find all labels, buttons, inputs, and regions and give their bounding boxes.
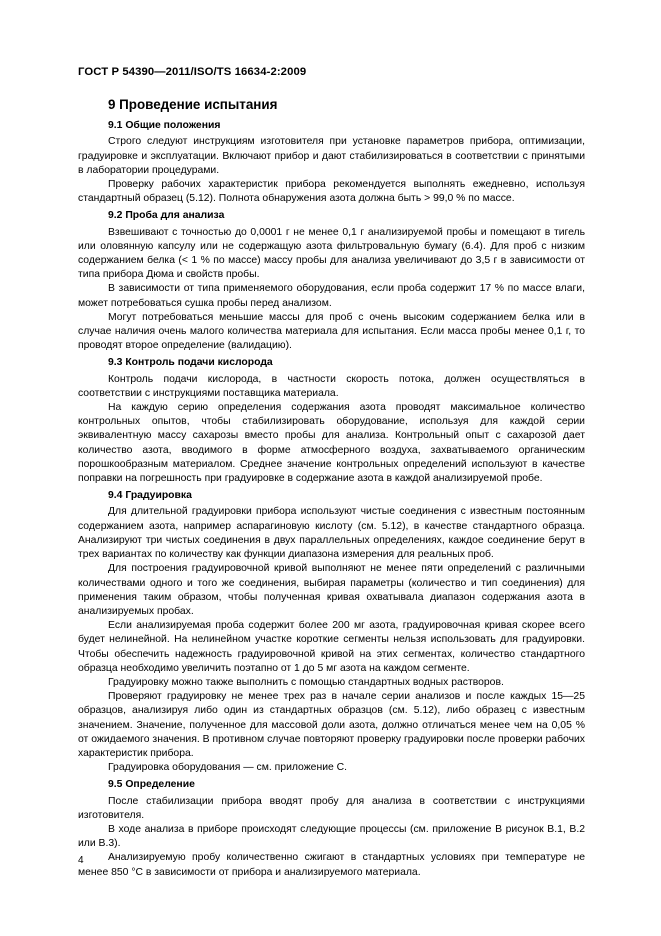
paragraph: Анализируемую пробу количественно сжигают в стандартных условиях при температуре не менее 850 °С в зависимости от прибора и анализируемого материала. bbox=[78, 852, 585, 878]
paragraph: Для длительной градуировки прибора используют чистые соединения с известным постоянным содержанием азота, например аспарагиновую кислоту (см. 5.12), в качестве стандартного образца. Анализируют три чистых соединения в двух параллельных определениях, каждое соединение берут в трех вариантах по количеству как функции диапазона измерения для реальных проб. bbox=[78, 506, 585, 561]
subsection-title-9-4: 9.4 Градуировка bbox=[108, 490, 192, 502]
paragraph: Проверяют градуировку не менее трех раз в начале серии анализов и после каждых 15—25 образцов, анализируя либо один из стандартных образцов (см. 5.12), либо образец с известным значением. Значение, полученное для массовой доли азота, должно отличаться менее чем на 0,05 % от ожидаемого значения. В противном случае повторяют проверку градуировки после проверки рабочих характеристик прибора. bbox=[78, 691, 585, 759]
paragraph: Проверку рабочих характеристик прибора рекомендуется выполнять ежедневно, используя стандартный образец (5.12). Полнота обнаружения азота должна быть > 99,0 % по массе. bbox=[78, 179, 585, 205]
paragraph: Градуировку можно также выполнить с помощью стандартных водных растворов. bbox=[108, 676, 504, 688]
paragraph: Взвешивают с точностью до 0,0001 г не менее 0,1 г анализируемой пробы и помещают в тигель или оловянную капсулу или не содержащую азота фильтровальную бумагу (6.4). Для проб с низким содержанием белка (< 1 % по массе) массу пробы для анализа увеличивают до 3,5 г в зависимости от типа прибора Дюма и свойств пробы. bbox=[78, 226, 585, 281]
subsection-title-9-5: 9.5 Определение bbox=[108, 779, 195, 791]
subsection-title-9-3: 9.3 Контроль подачи кислорода bbox=[108, 357, 273, 369]
paragraph: Для построения градуировочной кривой выполняют не менее пяти определений с различными количествами одного и того же соединения, выбирая параметры (количество и тип соединения) для применения таким образом, чтобы полученная кривая охватывала диапазон содержания азота в анализируемых пробах. bbox=[78, 563, 585, 617]
paragraph: Если анализируемая проба содержит более 200 мг азота, градуировочная кривая скорее всего будет нелинейной. На нелинейном участке короткие сегменты нельзя использовать для градуировки. Чтобы обеспечить надежность градуировочной кривой на этих сегментах, количество стандартного образца необходимо увеличить поэтапно от 1 до 5 мг азота на каждом сегменте. bbox=[78, 620, 585, 674]
paragraph: На каждую серию определения содержания азота проводят максимальное количество контрольных опытов, чтобы стабилизировать оборудование, используя для каждой серии эквивалентную массу сахарозы вместо пробы для анализа. Контрольный опыт с сахарозой дает количество азота, вводимого в форме атмосферного воздуха, захватываемого органическим порошкообразным материалом. Среднее значение контрольных определений используют в качестве поправки на погрешность при градуировке в содержание азота в каждой анализируемой пробе. bbox=[78, 402, 585, 485]
paragraph: Градуировка оборудования — см. приложение С. bbox=[108, 762, 348, 774]
paragraph: Строго следуют инструкциям изготовителя при установке параметров прибора, оптимизации, градуировке и эксплуатации. Включают прибор и дают стабилизироваться в соответствии с принятыми в лаборатории процедурами. bbox=[78, 136, 585, 176]
section-title: 9 Проведение испытания bbox=[108, 97, 278, 112]
subsection-title-9-1: 9.1 Общие положения bbox=[108, 120, 221, 132]
paragraph: В зависимости от типа применяемого оборудования, если проба содержит 17 % по массе влаги, может потребоваться сушка пробы перед анализом. bbox=[78, 283, 585, 309]
paragraph: В ходе анализа в приборе происходят следующие процессы (см. приложение В рисунок В.1, В.2 или В.3). bbox=[78, 823, 585, 850]
page-number: 4 bbox=[78, 855, 84, 866]
document-header: ГОСТ Р 54390—2011/ISO/TS 16634-2:2009 bbox=[78, 66, 307, 78]
document-body bbox=[78, 98, 585, 880]
subsection-title-9-2: 9.2 Проба для анализа bbox=[108, 210, 225, 222]
paragraph: Могут потребоваться меньшие массы для проб с очень высоким содержанием белка или в случае наличия очень малого количества материала для испытания. Если масса пробы менее 0,1 г, то проводят второе определение (валидацию). bbox=[78, 311, 585, 352]
paragraph: После стабилизации прибора вводят пробу для анализа в соответствии с инструкциями изготовителя. bbox=[78, 795, 585, 821]
paragraph: Контроль подачи кислорода, в частности скорость потока, должен осуществляться в соответствии с инструкциями поставщика материала. bbox=[78, 373, 585, 399]
